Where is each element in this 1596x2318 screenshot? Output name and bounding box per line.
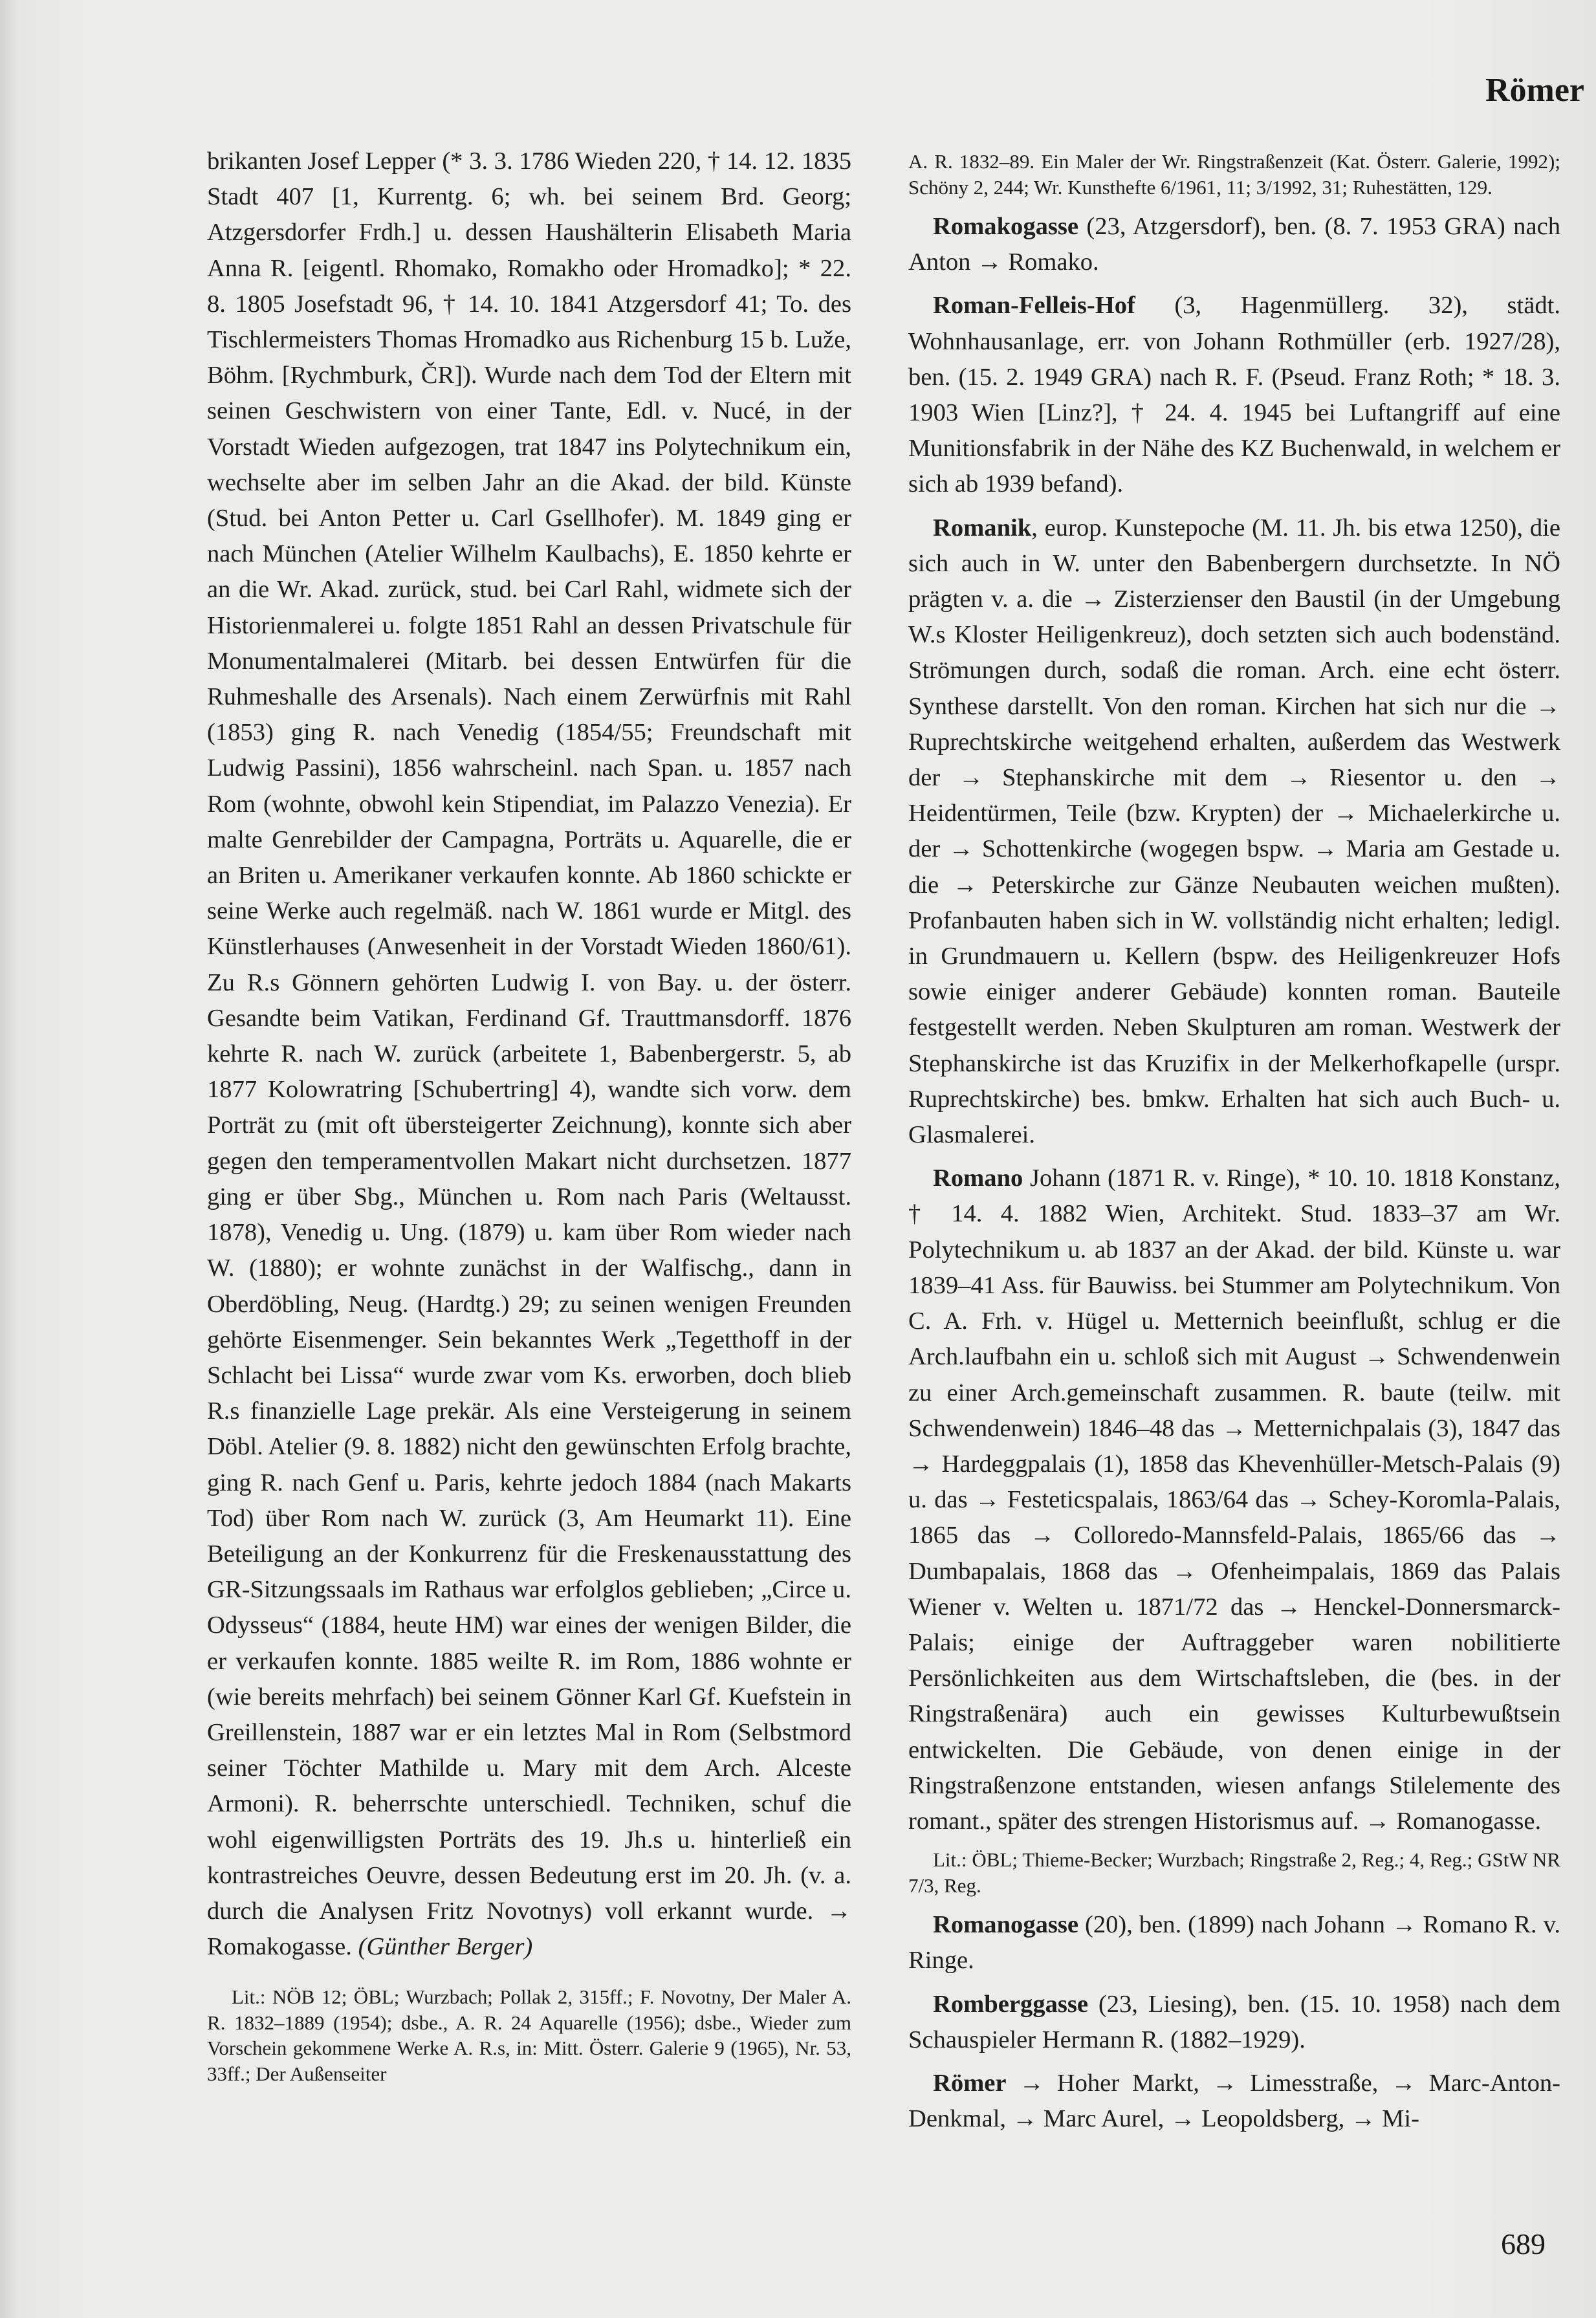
- entry-headword: Romanik: [933, 514, 1032, 541]
- running-head: Römer: [1485, 72, 1584, 109]
- entry-romanik: [908, 510, 1560, 1154]
- entry-romanogasse: [908, 1907, 1560, 1978]
- entry-roman-felleis-hof: [908, 288, 1560, 502]
- entry-romano: [908, 1161, 1560, 1839]
- left-column: [207, 144, 851, 2095]
- romano-literature: Lit.: ÖBL; Thieme-Becker; Wurzbach; Ringstraße 2, Reg.; 4, Reg.; GStW NR 7/3, Reg.: [908, 1848, 1560, 1897]
- entry-headword: Roman-Felleis-Hof: [933, 292, 1135, 320]
- entry-romakogasse: [908, 209, 1560, 280]
- right-column: [908, 149, 1560, 2145]
- roemer-article-continuation: [207, 144, 851, 1965]
- entry-text: , europ. Kunstepoche (M. 11. Jh. bis etwa 1250), die sich auch in W. unter den Babenbergern durchsetzte. In NÖ prägten v. a. die → Zisterzienser den Baustil (in der Umgebung W.s Kloster Heiligenkreuz), doch setzten sich auch bodenständ. Strömungen durch, sodaß die roman. Arch. eine echt österr. Synthese darstellt. Von den roman. Kirchen hat sich nur die → Ruprechtskirche weitgehend erhalten, außerdem das Westwerk der → Stephanskirche mit dem → Riesentor u. den → Heidentürmen, Teile (bzw. Krypten) der → Michaelerkirche u. der → Schottenkirche (wogegen bspw. → Maria am Gestade u. die → Peterskirche zur Gänze Neubauten weichen mußten). Profanbauten haben sich in W. vollständig nicht erhalten; ledigl. in Grundmauern u. Kellern (bspw. des Heiligenkreuzer Hofs sowie einiger anderer Gebäude) konnten roman. Bauteile festgestellt werden. Neben Skulpturen am roman. Westwerk der Stephanskirche ist das Kruzifix in der Melkerhofkapelle (urspr. Ruprechtskirche) bes. bmkw. Erhalten hat sich auch Buch- u. Glasmalerei.: [908, 514, 1560, 1149]
- entry-text: Johann (1871 R. v. Ringe), * 10. 10. 1818 Konstanz, † 14. 4. 1882 Wien, Architekt. Stud. 1833–37 am Wr. Polytechnikum u. ab 1837 an der Akad. der bild. Künste u. war 1839–41 Ass. für Bauwiss. bei Stummer am Polytechnikum. Von C. A. Frh. v. Hügel u. Metternich beeinflußt, schlug er die Arch.laufbahn ein u. schloß sich mit August → Schwendenwein zu einer Arch.gemeinschaft zusammen. R. baute (teilw. mit Schwendenwein) 1846–48 das → Metternichpalais (3), 1847 das → Hardeggpalais (1), 1858 das Khevenhüller-Metsch-Palais (9) u. das → Festeticspalais, 1863/64 das → Schey-Koromla-Palais, 1865 das → Colloredo-Mannsfeld-Palais, 1865/66 das → Dumbapalais, 1868 das → Ofenheimpalais, 1869 das Palais Wiener v. Welten u. 1871/72 das → Henckel-Donnersmarck-Palais; einige der Auftraggeber waren nobilitierte Persönlichkeiten aus dem Wirtschaftsleben, die (bes. in der Ringstraßenära) auch ein gewisses Kulturbewußtsein entwickelten. Die Gebäude, von denen einige in der Ringstraßenzone entstanden, wiesen anfangs Stilelemente des romant., später des strengen Historismus auf. → Romanogasse.: [908, 1164, 1560, 1835]
- entry-romberggasse: [908, 1987, 1560, 2058]
- article-text: brikanten Josef Lepper (* 3. 3. 1786 Wieden 220, † 14. 12. 1835 Stadt 407 [1, Kurrentg. 6; wh. bei seinem Brd. Georg; Atzgersdorfer Frdh.] u. dessen Haushälterin Elisabeth Maria Anna R. [eigentl. Rhomako, Romakho oder Hromadko]; * 22. 8. 1805 Josefstadt 96, † 14. 10. 1841 Atzgersdorf 41; To. des Tischlermeisters Thomas Hromadko aus Richenburg 15 b. Luže, Böhm. [Rychmburk, ČR]). Wurde nach dem Tod der Eltern mit seinen Geschwistern von einer Tante, Edl. v. Nucé, in der Vorstadt Wieden aufgezogen, trat 1847 ins Polytechnikum ein, wechselte aber im selben Jahr an die Akad. der bild. Künste (Stud. bei Anton Petter u. Carl Gsellhofer). M. 1849 ging er nach München (Atelier Wilhelm Kaulbachs), E. 1850 kehrte er an die Wr. Akad. zurück, stud. bei Carl Rahl, widmete sich der Historienmalerei u. folgte 1851 Rahl an dessen Privatschule für Monumentalmalerei (Mitarb. bei dessen Entwürfen für die Ruhmeshalle des Arsenals). Nach einem Zerwürfnis mit Rahl (1853) ging R. nach Venedig (1854/55; Freundschaft mit Ludwig Passini), 1856 wahrscheinl. nach Span. u. 1857 nach Rom (wohnte, obwohl kein Stipendiat, im Palazzo Venezia). Er malte Genrebilder der Campagna, Porträts u. Aquarelle, die er an Briten u. Amerikaner verkaufen konnte. Ab 1860 schickte er seine Werke auch regelmäß. nach W. 1861 wurde er Mitgl. des Künstlerhauses (Anwesenheit in der Vorstadt Wieden 1860/61). Zu R.s Gönnern gehörten Ludwig I. von Bay. u. der österr. Gesandte beim Vatikan, Ferdinand Gf. Trauttmansdorff. 1876 kehrte R. nach W. zurück (arbeitete 1, Babenbergerstr. 5, ab 1877 Kolowratring [Schubertring] 4), wandte sich vorw. dem Porträt zu (mit oft übersteigerter Zeichnung), konnte sich aber gegen den temperamentvollen Makart nicht durchsetzen. 1877 ging er über Sbg., München u. Rom nach Paris (Weltausst. 1878), Venedig u. Ung. (1879) u. kam über Rom wieder nach W. (1880); er wohnte zunächst in der Walfischg., dann in Oberdöbling, Neug. (Hardtg.) 29; zu seinen wenigen Freunden gehörte Eisenmenger. Sein bekanntes Werk „Tegetthoff in der Schlacht bei Lissa“ wurde zwar vom Ks. erworben, doch blieb R.s finanzielle Lage prekär. Als eine Versteigerung in seinem Döbl. Atelier (9. 8. 1882) nicht den gewünschten Erfolg brachte, ging R. nach Genf u. Paris, kehrte jedoch 1884 (nach Makarts Tod) über Rom nach W. zurück (3, Am Heumarkt 11). Eine Beteiligung an der Konkurrenz für die Freskenausstattung des GR-Sitzungssaals im Rathaus war erfolglos geblieben; „Circe u. Odysseus“ (1884, heute HM) war eines der wenigen Bilder, die er verkaufen konnte. 1885 weilte R. im Rom, 1886 wohnte er (wie bereits mehrfach) bei seinem Gönner Karl Gf. Kuefstein in Greillenstein, 1887 war er ein letztes Mal in Rom (Selbstmord seiner Töchter Mathilde u. Mary mit dem Arch. Alceste Armoni). R. beherrschte unterschiedl. Techniken, schuf die wohl eigenwilligsten Porträts des 19. Jh.s u. hinterließ ein kontrastreiches Oeuvre, dessen Bedeutung erst im 20. Jh. (v. a. durch die Analysen Fritz Novotnys) voll erkannt wurde. → Romakogasse.: [207, 148, 851, 1961]
- entry-text: (23, Atzgersdorf), ben. (8. 7. 1953 GRA) nach Anton → Romako.: [908, 213, 1560, 276]
- entry-headword: Romanogasse: [933, 1911, 1079, 1939]
- entry-text: → Hoher Markt, → Limesstraße, → Marc-Anton-Denkmal, → Marc Aurel, → Leopoldsberg, → Mi-: [908, 2069, 1560, 2133]
- entry-headword: Romberggasse: [933, 1990, 1089, 2018]
- literature-continuation: A. R. 1832–89. Ein Maler der Wr. Ringstraßenzeit (Kat. Österr. Galerie, 1992); Schöny 2, 244; Wr. Kunsthefte 6/1961, 11; 3/1992, 31; Ruhestätten, 129.: [908, 150, 1560, 199]
- article-author: (Günther Berger): [358, 1933, 533, 1961]
- entry-headword: Romano: [933, 1164, 1023, 1192]
- entry-text: (23, Liesing), ben. (15. 10. 1958) nach dem Schauspieler Hermann R. (1882–1929).: [908, 1990, 1560, 2053]
- literature-reference: Lit.: NÖB 12; ÖBL; Wurzbach; Pollak 2, 315ff.; F. Novotny, Der Maler A. R. 1832–1889 (1954); dsbe., A. R. 24 Aquarelle (1956); dsbe., Wieder zum Vorschein gekommene Werke A. R.s, in: Mitt. Österr. Galerie 9 (1965), Nr. 53, 33ff.; Der Außenseiter: [207, 1985, 851, 2085]
- entry-headword: Romakogasse: [933, 213, 1079, 240]
- entry-headword: Römer: [933, 2069, 1007, 2097]
- page-number: 689: [1501, 2227, 1546, 2260]
- entry-text: (3, Hagenmüllerg. 32), städt. Wohnhausanlage, err. von Johann Rothmüller (erb. 1927/28), ben. (15. 2. 1949 GRA) nach R. F. (Pseud. Franz Roth; * 18. 3. 1903 Wien [Linz?], † 24. 4. 1945 bei Luftangriff auf eine Munitionsfabrik in der Nähe des KZ Buchenwald, in welchem er sich ab 1939 befand).: [908, 292, 1560, 498]
- entry-text: (20), ben. (1899) nach Johann → Romano R. v. Ringe.: [908, 1911, 1560, 1974]
- entry-roemer: [908, 2066, 1560, 2137]
